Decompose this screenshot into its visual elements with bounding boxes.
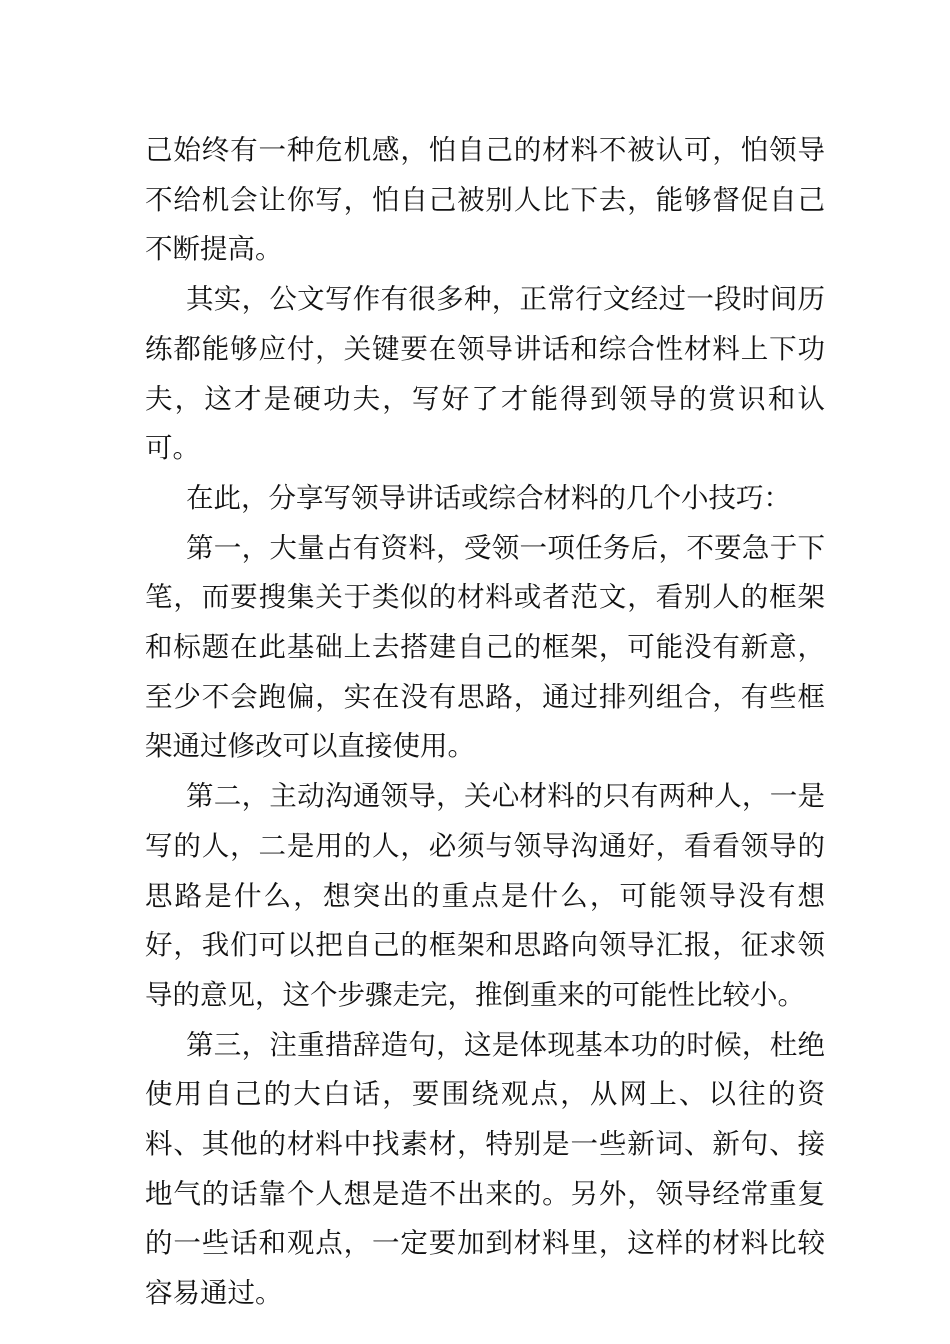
paragraph-6: 第三，注重措辞造句，这是体现基本功的时候，杜绝使用自己的大白话，要围绕观点，从网上、以往的资料、其他的材料中找素材，特别是一些新词、新句、接地气的话靠个人想是造不出来的。另外，领导经常重复的一些话和观点，一定要加到材料里，这样的材料比较容易通过。 [145,1028,825,1310]
paragraph-1: 己始终有一种危机感，怕自己的材料不被认可，怕领导不给机会让你写，怕自己被别人比下去，能够督促自己不断提高。 [145,134,825,266]
paragraph-4: 第一，大量占有资料，受领一项任务后，不要急于下笔，而要搜集关于类似的材料或者范文，看别人的框架和标题在此基础上去搭建自己的框架，可能没有新意，至少不会跑偏，实在没有思路，通过排列组合，有些框架通过修改可以直接使用。 [145,531,825,763]
document-body [145,126,825,1319]
paragraph-5: 第二，主动沟通领导，关心材料的只有两种人，一是写的人，二是用的人，必须与领导沟通好，看看领导的思路是什么，想突出的重点是什么，可能领导没有想好，我们可以把自己的框架和思路向领导汇报，征求领导的意见，这个步骤走完，推倒重来的可能性比较小。 [145,780,825,1011]
paragraph-2: 其实，公文写作有很多种，正常行文经过一段时间历练都能够应付，关键要在领导讲话和综合性材料上下功夫，这才是硬功夫，写好了才能得到领导的赏识和认可。 [145,283,825,465]
paragraph-3: 在此，分享写领导讲话或综合材料的几个小技巧： [186,481,791,514]
